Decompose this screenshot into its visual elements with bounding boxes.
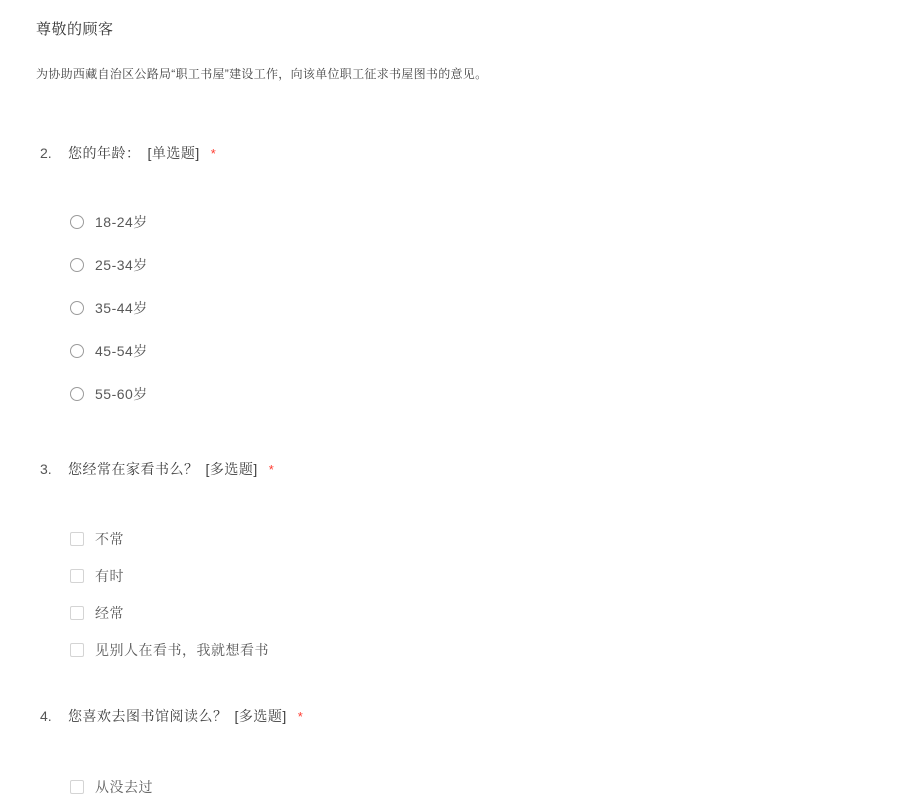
option-label: 45-54岁	[95, 343, 148, 359]
survey-description: 为协助西藏自治区公路局“职工书屋”建设工作，向该单位职工征求书屋图书的意见。	[36, 67, 488, 81]
question-2-header	[36, 143, 870, 163]
question-4-library	[36, 706, 870, 797]
radio-option-25-34[interactable]	[70, 255, 870, 275]
required-asterisk: *	[210, 146, 216, 161]
checkbox-icon[interactable]	[70, 569, 84, 583]
checkbox-option-rarely[interactable]	[70, 529, 870, 549]
question-4-header	[36, 706, 870, 726]
radio-button-icon[interactable]	[70, 215, 84, 229]
checkbox-option-sometimes[interactable]	[70, 566, 870, 586]
option-label: 55-60岁	[95, 386, 148, 402]
option-label: 35-44岁	[95, 300, 148, 316]
radio-option-18-24[interactable]	[70, 212, 870, 232]
option-label: 见别人在看书，我就想看书	[95, 642, 269, 658]
option-label: 18-24岁	[95, 214, 148, 230]
checkbox-option-when-others-read[interactable]	[70, 640, 870, 660]
survey-title: 尊敬的顾客	[36, 21, 114, 38]
radio-button-icon[interactable]	[70, 344, 84, 358]
question-4-options	[36, 777, 870, 797]
radio-option-35-44[interactable]	[70, 298, 870, 318]
checkbox-icon[interactable]	[70, 606, 84, 620]
required-asterisk: *	[268, 462, 274, 477]
question-title: 您的年龄：	[68, 145, 141, 161]
checkbox-icon[interactable]	[70, 643, 84, 657]
option-label: 25-34岁	[95, 257, 148, 273]
radio-option-55-60[interactable]	[70, 384, 870, 404]
checkbox-icon[interactable]	[70, 532, 84, 546]
option-label: 不常	[95, 531, 124, 547]
radio-button-icon[interactable]	[70, 258, 84, 272]
question-title: 您喜欢去图书馆阅读么？	[68, 708, 228, 724]
checkbox-icon[interactable]	[70, 780, 84, 794]
question-2-age	[36, 143, 870, 404]
question-3-header	[36, 459, 870, 479]
question-number: 4.	[40, 708, 52, 724]
question-3-read-at-home	[36, 459, 870, 660]
question-2-options	[36, 212, 870, 404]
question-type-tag: [多选题]	[205, 461, 258, 477]
radio-button-icon[interactable]	[70, 301, 84, 315]
question-type-tag: [单选题]	[147, 145, 200, 161]
question-number: 3.	[40, 461, 52, 477]
option-label: 从没去过	[95, 779, 153, 795]
radio-option-45-54[interactable]	[70, 341, 870, 361]
option-label: 有时	[95, 568, 124, 584]
question-number: 2.	[40, 145, 52, 161]
question-type-tag: [多选题]	[234, 708, 287, 724]
option-label: 经常	[95, 605, 124, 621]
checkbox-option-often[interactable]	[70, 603, 870, 623]
required-asterisk: *	[297, 709, 303, 724]
question-title: 您经常在家看书么？	[68, 461, 199, 477]
question-3-options	[36, 529, 870, 660]
radio-button-icon[interactable]	[70, 387, 84, 401]
checkbox-option-never-been[interactable]	[70, 777, 870, 797]
